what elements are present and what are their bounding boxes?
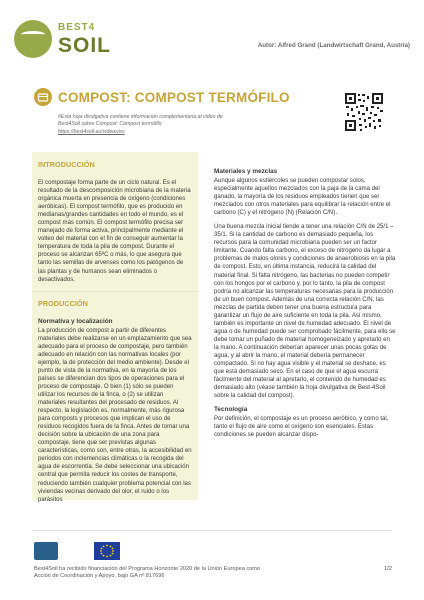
subtitle-line1: #Esta hoja divulgativa contiene información complementaria al video de xyxy=(58,114,223,120)
subtitle-line2: Best4Soil sobre Compost: Compost termófilo xyxy=(58,121,162,128)
left-column xyxy=(32,152,198,503)
logo-badge-icon xyxy=(14,20,52,58)
page-number: 1/2 xyxy=(383,566,392,572)
partner-logo xyxy=(34,542,58,560)
normativa-text: La producción de compost a partir de diferentes materiales debe realizarse en un emplazamiento que sea adecuado para el proceso de compostaje, pero también adecuado en relación con las normativas locales (por ejemplo, la de protección del medio ambiente). Desde el punto de vista de la normativa, en la mayoría de los países se diferencian dos tipos de operaciones para el proceso de compostaje. O bien (1) sólo se pueden utilizar los recursos de la finca, o (2) se utilizan materiales resultantes del procesado de residuos. Al respecto, la legislación es, normalmente, más rigurosa para composts y procesos que implican el uso de residuos recogidos fuera de la finca. Antes de tomar una decisión sobre la ubicación de una zona para compostaje, tiene que ser previstas algunas características, como son, entre otras, la accesibilidad en periodos con inclemencias climáticas o la recogida del agua de escorrentía. Se debe seleccionar una ubicación central que permita reducir los costes de transporte, reduciendo también cualquier problema potencial con las viviendas vecinas derivado del olor, el ruido o los parásitos xyxy=(38,327,192,503)
intro-text: El compostaje forma parte de un ciclo natural. Es el resultado de la descomposición microbiana de la materia orgánica muerta en presencia de oxígeno (condiciones aeróbicas). El compost termófilo, que es producido en medianas/grandes cantidades en todo el mundo, es el compost más común. El compost termófilo precisa ser manejado de forma activa, principalmente mediante el volteo del material con el fin de conseguir aumentar la temperatura de toda la pila de compost. Durante el proceso se alcanzan 65ºC o más, lo que asegura que tanto las semillas de arvenses como los patógenos de las plantas y de humanos sean eliminados o desactivados. xyxy=(38,180,191,283)
production-heading: PRODUCCIÓN xyxy=(38,298,88,308)
funding-notice: Best4Soil ha recibido financiación del Programa Horizonte 2020 de la Unión Europea como Acción de Coordinación y Apoyo, bajo GA nº 817696 xyxy=(34,566,261,580)
qr-code[interactable] xyxy=(344,92,384,132)
section-divider xyxy=(32,291,198,292)
video-link[interactable]: https://best4soil.eu/videos/es xyxy=(58,128,125,135)
materiales-text-1: Aunque algunos estiércoles se pueden compostar solos, especialmente aquellos mezclados con la paja de la cama del ganado, la mayoría de los residuos empleados tienen que ser mezclados con otros materiales para equilibrar la relación entre el carbono (C) y el nitrógeno (N) (Relación C/N). xyxy=(214,178,391,217)
footer-divider xyxy=(32,530,392,531)
best4soil-logo xyxy=(14,16,124,74)
materiales-text-2: Una buena mezcla inicial tiende a tener una relación C/N de 25/1 – 35/1. Si la cantidad de carbono es demasiado pequeña, los recursos para la comunidad microbiana pueden ser un factor limitante. Cuando falta carbono, el exceso de nitrógeno da lugar a problemas de malos olores y condiciones de anaerobiosis en la pila de compost. Esto, en última instancia, reducirá la calidad del material final. Si falta nitrógeno, las bacterias no pueden competir con los hongos por el carbono y, por lo tanto, la pila de compost podría no alcanzar las temperaturas necesarias para la producción de un buen compost. Además de una correcta relación C/N, las mezclas de partida deben tener una buena estructura para garantizar un flujo de aire suficiente en toda la pila. Así mismo, también es importante un nivel de humedad adecuado. El nivel de agua o de humedad puede ser comprobado fácilmente, para ello se debe tomar un puñado de material homogeneizado y apretarlo en la mano. A continuación deberían aparecer unas pocas gotas de agua, y al abrir la mano, el material debería permanecer compactado. Si no hay agua visible y el material se deshace, es que está demasiado seco. En el caso de que el agua escurra fácilmente del material al apretarlo, el contenido de humedad es demasiado alto (véase también la hoja divulgativa de Best-4Soil sobre la calidad del compost). xyxy=(214,224,396,400)
logo-text-best: BEST4 xyxy=(58,22,96,33)
page-title: COMPOST: COMPOST TERMÓFILO xyxy=(58,90,290,105)
compost-icon xyxy=(34,88,52,106)
tecnologia-text: Por definición, el compostaje es un proceso aeróbico, y como tal, tanto el flujo de aire como el oxígeno son esenciales. Estas condiciones se pueden alcanzar dispo- xyxy=(214,416,389,439)
right-column xyxy=(214,168,396,439)
eu-flag-icon xyxy=(94,542,120,560)
subtitle xyxy=(58,114,278,136)
logo-text-soil: SOIL xyxy=(58,34,112,57)
intro-heading: INTRODUCCIÓN xyxy=(38,160,95,169)
author-line: Autor: Alfred Grand (Landwirtschaft Grand, Austria) xyxy=(257,42,410,49)
materiales-heading: Materiales y mezclas xyxy=(214,168,278,175)
normativa-heading: Normativa y localización xyxy=(38,317,113,325)
tecnologia-heading: Tecnología xyxy=(214,406,248,414)
